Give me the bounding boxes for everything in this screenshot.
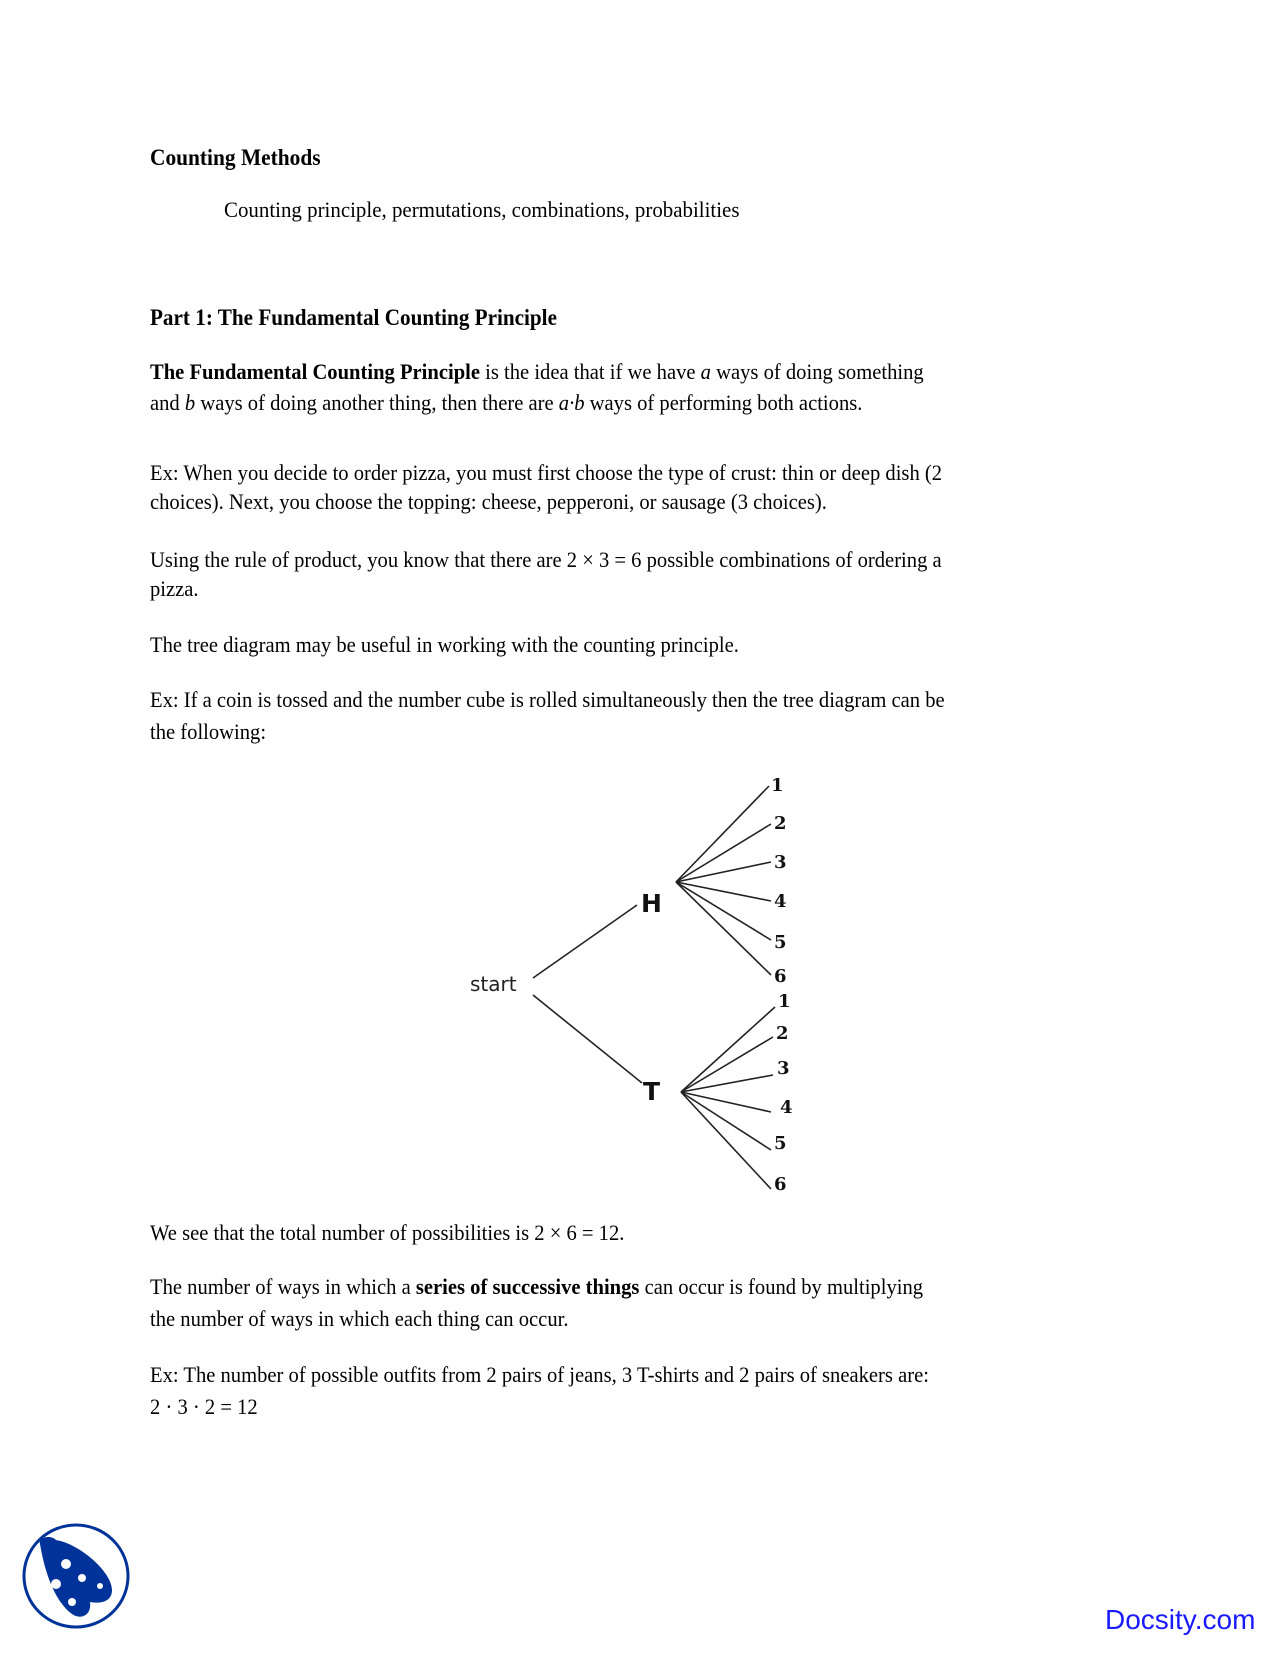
rule-of-product-line-2: pizza.: [150, 576, 199, 601]
rule-of-product-line-1: Using the rule of product, you know that there are 2 × 3 = 6 possible combinations of ordering a: [150, 547, 942, 572]
coin-example-line-1: Ex: If a coin is tossed and the number cube is rolled simultaneously then the tree diagram can be: [150, 687, 945, 712]
tree-root-label: start: [470, 972, 517, 996]
docsity-logo-icon[interactable]: [20, 1520, 132, 1632]
text-span: The number of ways in which a: [150, 1274, 416, 1299]
variable-ab: a·b: [558, 390, 585, 415]
tree-leaf: 4: [774, 891, 787, 912]
docsity-link[interactable]: Docsity.com: [1105, 1604, 1256, 1635]
text-span: ways of performing both actions.: [584, 390, 863, 415]
successive-line-1: [150, 1276, 923, 1299]
outfits-example-line-2: 2 · 3 · 2 = 12: [150, 1394, 258, 1419]
tree-leaf: 4: [780, 1097, 793, 1118]
variable-a: a: [700, 359, 711, 384]
document-subtitle: Counting principle, permutations, combinations, probabilities: [224, 197, 740, 222]
total-possibilities: We see that the total number of possibilities is 2 × 6 = 12.: [150, 1220, 625, 1245]
tree-leaf: 2: [776, 1023, 789, 1044]
pizza-example-line-1: Ex: When you decide to order pizza, you must first choose the type of crust: thin or deep dish (2: [150, 460, 943, 485]
tree-leaf: 5: [774, 932, 787, 953]
tree-leaf: 3: [774, 852, 787, 873]
tree-leaf: 6: [774, 1174, 787, 1195]
part1-heading: Part 1: The Fundamental Counting Principle: [150, 305, 557, 330]
tree-leaf: 5: [774, 1133, 787, 1154]
text-span: can occur is found by multiplying: [639, 1274, 924, 1299]
document-title: Counting Methods: [150, 145, 321, 170]
text-span: ways of doing something: [710, 359, 924, 384]
pizza-example-line-2: choices). Next, you choose the topping: cheese, pepperoni, or sausage (3 choices).: [150, 489, 827, 514]
tree-leaf: 1: [771, 775, 784, 796]
tree-leaf: 1: [778, 991, 791, 1012]
tree-leaf: 6: [774, 966, 787, 987]
tree-t-leaves: [774, 991, 793, 1195]
tree-edges: [533, 786, 775, 1189]
tree-branch-t-label: T: [643, 1077, 661, 1106]
text-span: is the idea that if we have: [480, 359, 701, 384]
outfits-example-line-1: Ex: The number of possible outfits from 2 pairs of jeans, 3 T-shirts and 2 pairs of sneakers are:: [150, 1362, 929, 1387]
tree-branch-h-label: H: [641, 889, 662, 918]
tree-intro: The tree diagram may be useful in working with the counting principle.: [150, 632, 739, 657]
successive-bold-term: series of successive things: [415, 1274, 640, 1299]
tree-leaf: 3: [777, 1058, 790, 1079]
successive-line-2: the number of ways in which each thing can occur.: [150, 1306, 569, 1331]
definition-term: The Fundamental Counting Principle: [150, 359, 481, 384]
text-span: ways of doing another thing, then there are: [195, 390, 559, 415]
text-span: and: [150, 390, 185, 415]
variable-b: b: [184, 390, 196, 415]
coin-example-line-2: the following:: [150, 719, 267, 744]
tree-h-leaves: [771, 775, 787, 987]
tree-leaf: 2: [774, 813, 787, 834]
